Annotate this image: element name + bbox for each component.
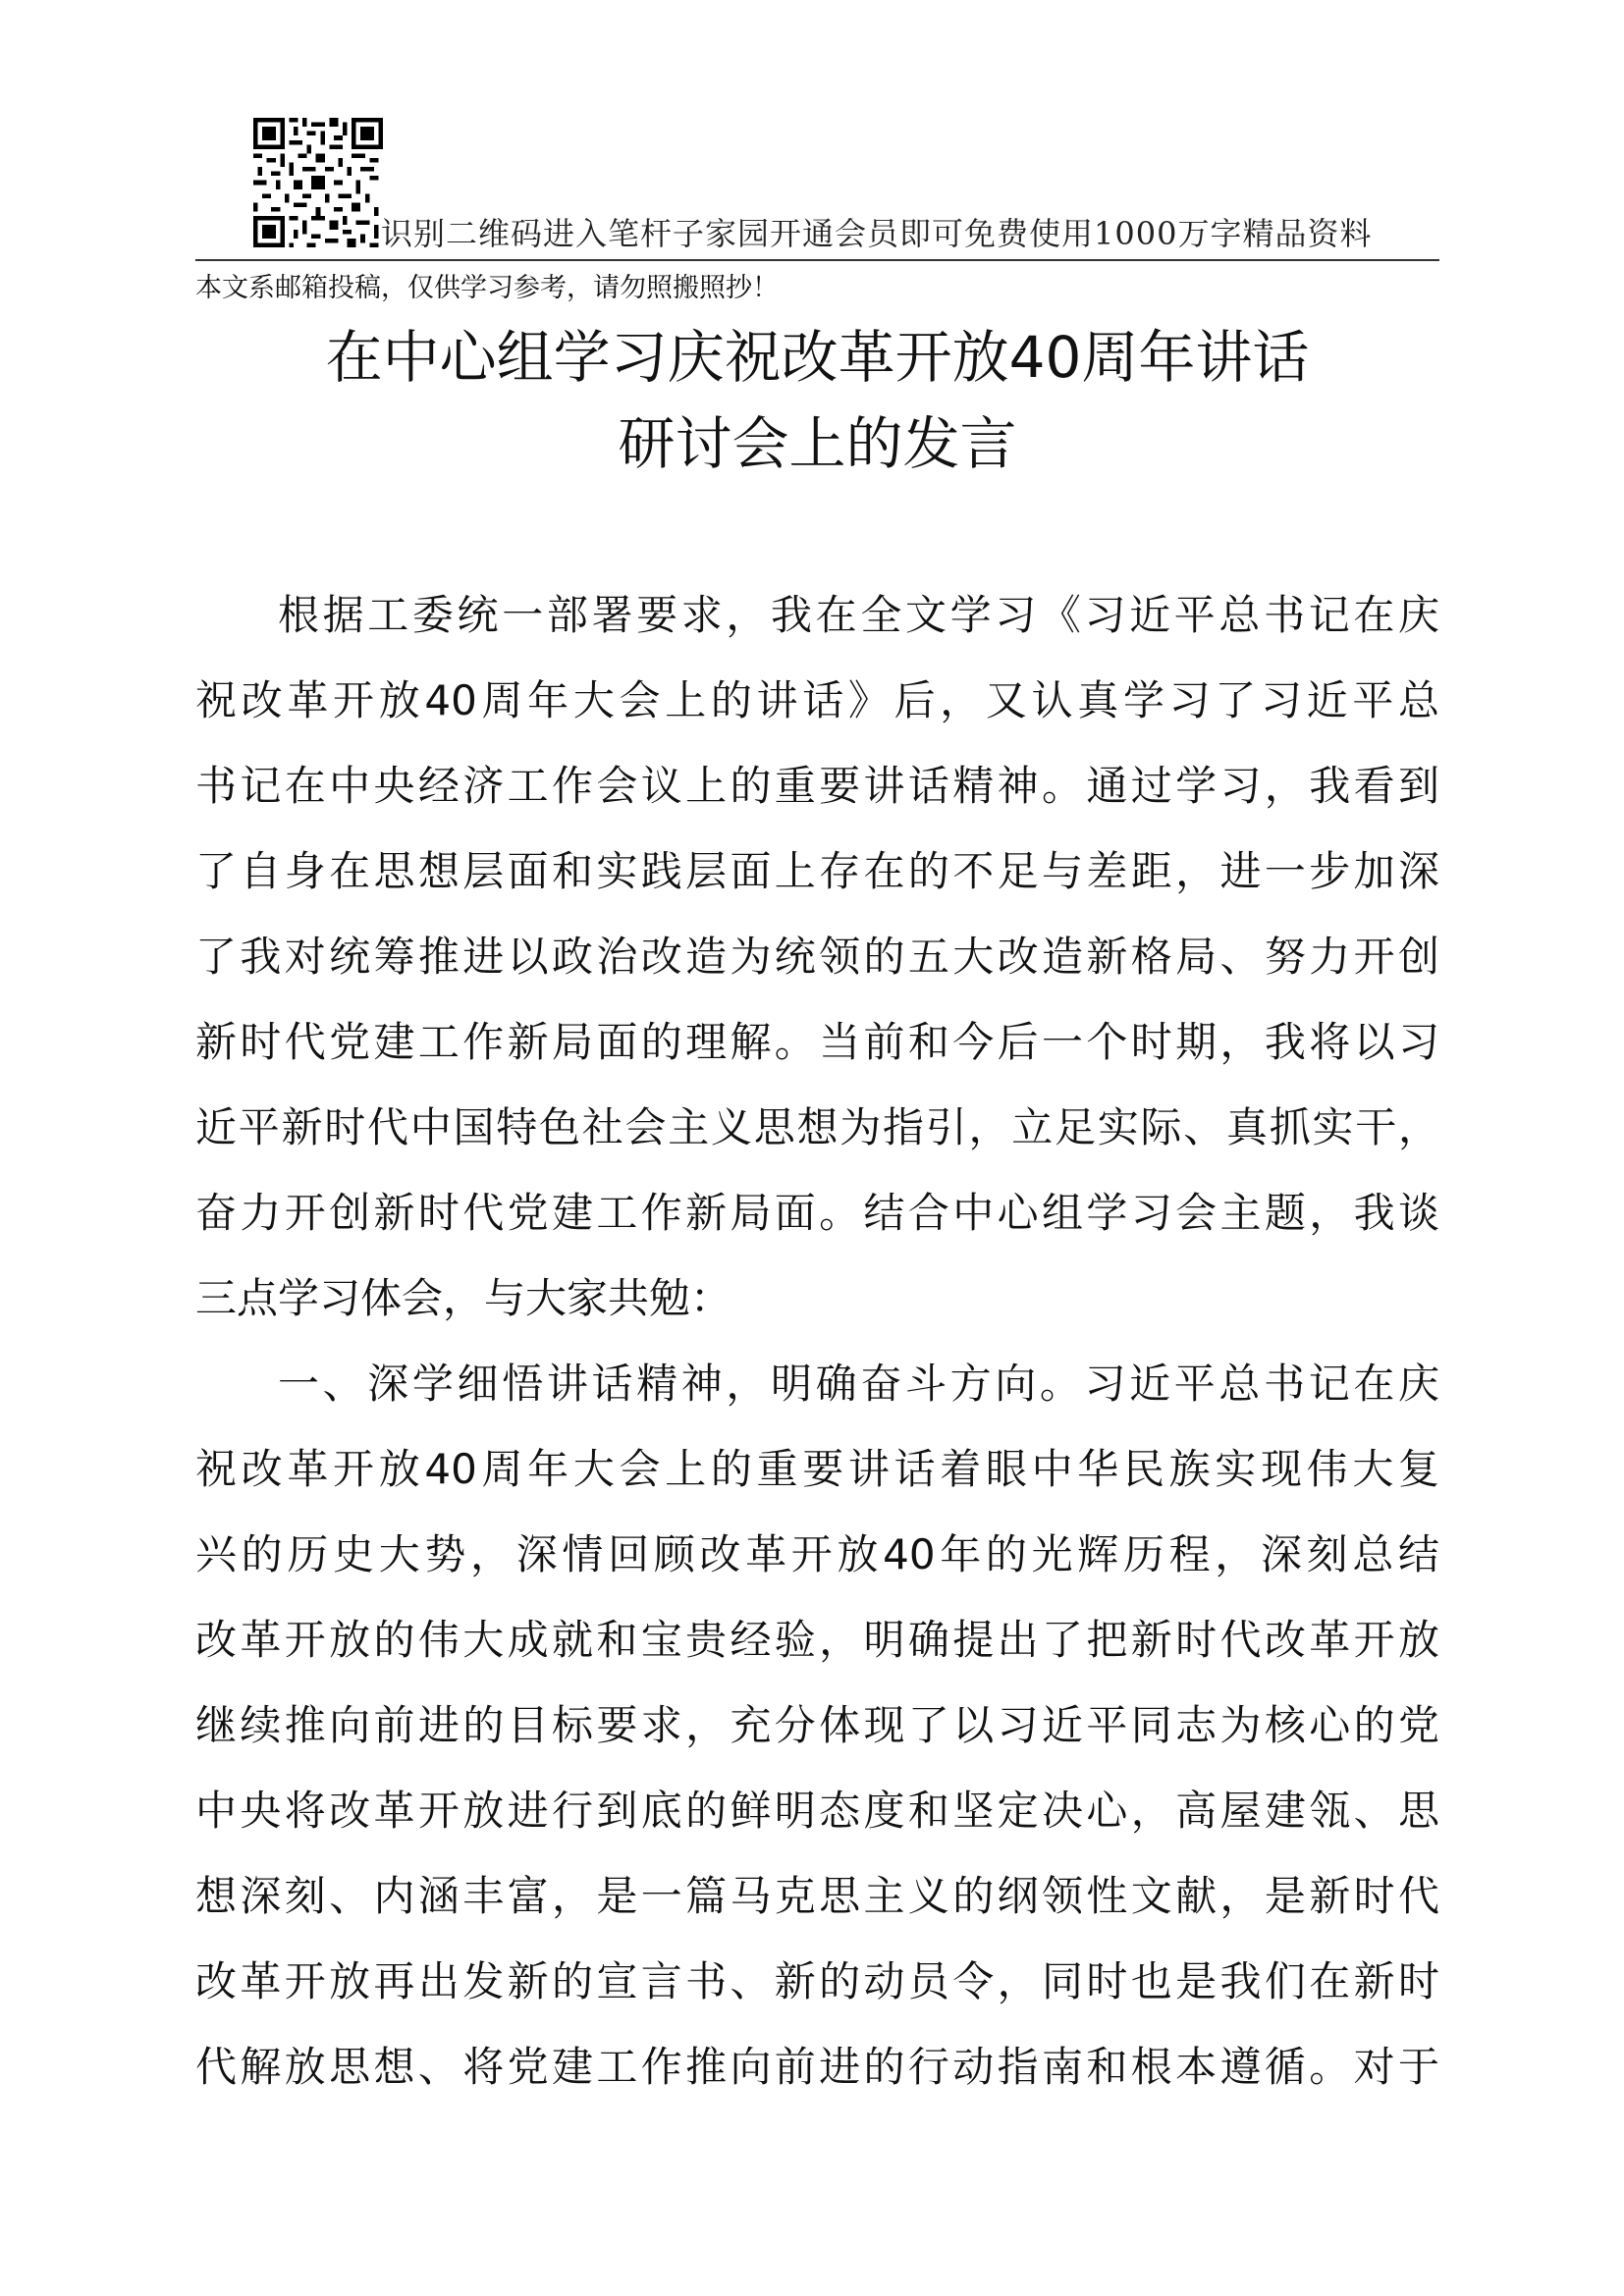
body-line: 兴的历史大势，深情回顾改革开放40年的光辉历程，深刻总结 [195, 1530, 1439, 1578]
body-line: 一、深学细悟讲话精神，明确奋斗方向。习近平总书记在庆 [278, 1360, 1439, 1408]
body-line: 近平新时代中国特色社会主义思想为指引，立足实际、真抓实干， [195, 1103, 1439, 1151]
title-line-2: 研讨会上的发言 [618, 410, 1017, 477]
title-line-1: 在中心组学习庆祝改革开放40周年讲话 [325, 324, 1310, 391]
body-line: 改革开放的伟大成就和宝贵经验，明确提出了把新时代改革开放 [195, 1616, 1439, 1664]
qr-promo-note: 识别二维码进入笔杆子家园开通会员即可免费使用1000万字精品资料 [381, 215, 1373, 252]
body-line: 了我对统筹推进以政治改造为统领的五大改造新格局、努力开创 [195, 933, 1439, 981]
body-line: 新时代党建工作新局面的理解。当前和今后一个时期，我将以习 [195, 1018, 1439, 1066]
body-line: 代解放思想、将党建工作推向前进的行动指南和根本遵循。对于 [195, 2043, 1439, 2091]
body-line: 改革开放再出发新的宣言书、新的动员令，同时也是我们在新时 [195, 1957, 1439, 2005]
body-line: 继续推向前进的目标要求，充分体现了以习近平同志为核心的党 [195, 1701, 1439, 1749]
body-line: 祝改革开放40周年大会上的讲话》后，又认真学习了习近平总 [195, 676, 1439, 724]
page-title [195, 314, 1439, 487]
body-line: 了自身在思想层面和实践层面上存在的不足与差距，进一步加深 [195, 847, 1439, 895]
body-line: 书记在中央经济工作会议上的重要讲话精神。通过学习，我看到 [195, 762, 1439, 810]
body-line: 奋力开创新时代党建工作新局面。结合中心组学习会主题，我谈 [195, 1189, 1439, 1237]
body-line: 三点学习体会，与大家共勉： [195, 1274, 732, 1322]
body-line: 中央将改革开放进行到底的鲜明态度和坚定决心，高屋建瓴、思 [195, 1787, 1439, 1835]
disclaimer-text: 本文系邮箱投稿，仅供学习参考，请勿照搬照抄！ [195, 273, 779, 303]
body-line: 根据工委统一部署要求，我在全文学习《习近平总书记在庆 [278, 591, 1439, 639]
body-line: 想深刻、内涵丰富，是一篇马克思主义的纲领性文献，是新时代 [195, 1872, 1439, 1920]
document-body [195, 572, 1439, 2109]
body-line: 祝改革开放40周年大会上的重要讲话着眼中华民族实现伟大复 [195, 1445, 1439, 1493]
qr-code-icon[interactable] [253, 118, 383, 247]
header-divider [195, 259, 1439, 261]
